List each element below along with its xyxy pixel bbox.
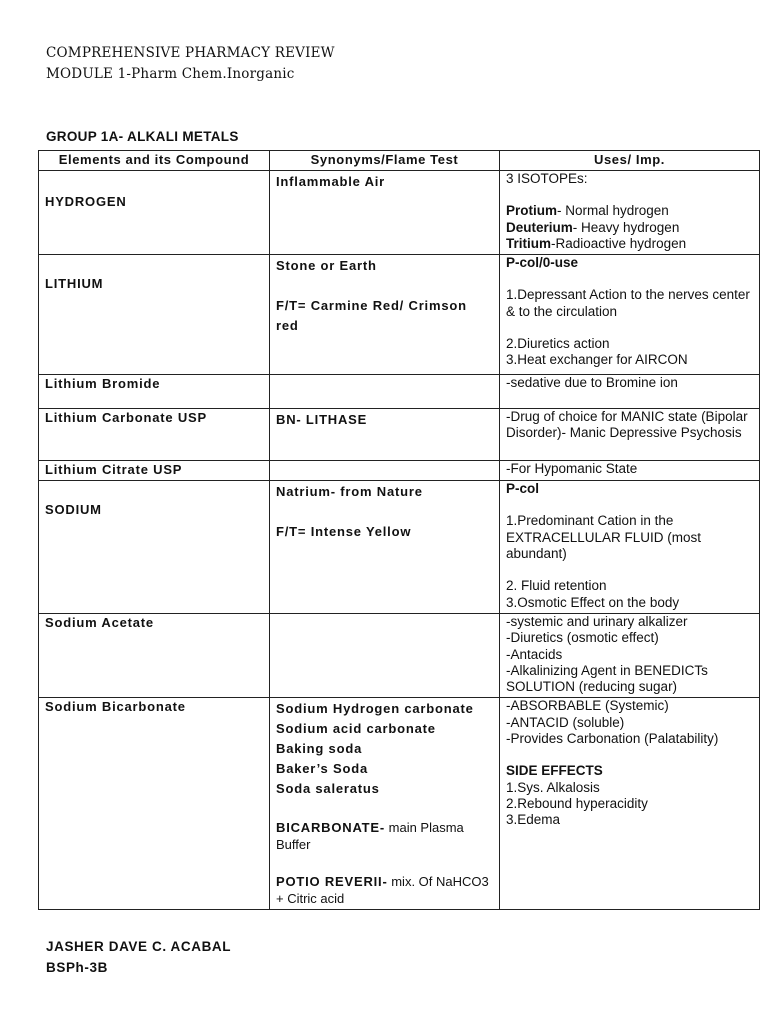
synonym-text: Sodium Hydrogen carbonate	[276, 701, 474, 717]
element-cell	[39, 409, 270, 461]
author-class: BSPh-3B	[46, 960, 108, 975]
element-name: Sodium Acetate	[45, 614, 154, 630]
synonym-cell	[270, 171, 500, 255]
uses-cell	[500, 375, 760, 409]
table-row-lithium	[39, 255, 760, 375]
uses-heading: P-col/0-use	[506, 255, 579, 271]
element-cell	[39, 481, 270, 614]
use-item: 2.Diuretics action	[506, 336, 610, 352]
table-row-hydrogen	[39, 171, 760, 255]
element-cell	[39, 171, 270, 255]
isotope-deuterium: Deuterium- Heavy hydrogen	[506, 219, 680, 235]
element-cell	[39, 255, 270, 375]
uses-intro: 3 ISOTOPEs:	[506, 171, 588, 186]
element-name: SODIUM	[45, 502, 102, 518]
use-item: -For Hypomanic State	[506, 461, 638, 477]
use-item: 3.Heat exchanger for AIRCON	[506, 352, 688, 368]
synonym-text: BN- LITHASE	[276, 412, 368, 428]
use-item: 1.Predominant Cation in the EXTRACELLULAR FLUID (most abundant)	[506, 513, 702, 562]
isotope-tritium: Tritium-Radioactive hydrogen	[506, 235, 687, 251]
use-item: 3.Osmotic Effect on the body	[506, 594, 680, 610]
element-cell	[39, 375, 270, 409]
table-row-sodium	[39, 481, 760, 614]
side-effect-item: 1.Sys. Alkalosis	[506, 779, 600, 795]
use-item: -Diuretics (osmotic effect)	[506, 630, 659, 646]
element-cell	[39, 698, 270, 910]
synonym-cell	[270, 481, 500, 614]
author-name: JASHER DAVE C. ACABAL	[46, 939, 232, 954]
bicarbonate-note: BICARBONATE- main Plasma Buffer	[276, 820, 464, 853]
use-item: 2. Fluid retention	[506, 578, 607, 594]
element-cell	[39, 461, 270, 481]
synonym-cell	[270, 409, 500, 461]
use-item: -ANTACID (soluble)	[506, 714, 625, 730]
element-name: Lithium Carbonate USP	[45, 410, 207, 426]
table-row-lithium-citrate	[39, 461, 760, 481]
element-name: Lithium Citrate USP	[45, 462, 183, 478]
table-row-lithium-carbonate	[39, 409, 760, 461]
flame-test-text: F/T= Intense Yellow	[276, 524, 412, 540]
synonym-text: Baking soda	[276, 741, 363, 757]
use-item: -Provides Carbonation (Palatability)	[506, 731, 719, 747]
synonym-cell	[270, 255, 500, 375]
use-item: -ABSORBABLE (Systemic)	[506, 698, 669, 714]
column-header-uses: Uses/ Imp.	[500, 151, 760, 171]
synonym-text: Stone or Earth	[276, 258, 377, 274]
synonym-cell	[270, 613, 500, 697]
synonym-text: Inflammable Air	[276, 174, 386, 189]
synonym-text: Soda saleratus	[276, 781, 380, 797]
element-cell	[39, 613, 270, 697]
table-row-sodium-bicarbonate	[39, 698, 760, 910]
use-item: 1.Depressant Action to the nerves center & to the circulation	[506, 287, 750, 319]
synonym-cell	[270, 698, 500, 910]
column-header-synonyms: Synonyms/Flame Test	[270, 151, 500, 171]
element-name: Sodium Bicarbonate	[45, 699, 186, 715]
side-effect-item: 2.Rebound hyperacidity	[506, 795, 648, 811]
element-name: LITHIUM	[45, 276, 104, 292]
element-name: HYDROGEN	[45, 194, 127, 209]
side-effects-heading: SIDE EFFECTS	[506, 763, 603, 779]
potio-reverii-note: POTIO REVERII- mix. Of NaHCO3 + Citric acid	[276, 874, 489, 907]
uses-cell	[500, 255, 760, 375]
flame-test-text: F/T= Carmine Red/ Crimson red	[276, 298, 467, 334]
use-item: -Alkalinizing Agent in BENEDICTs SOLUTION (reducing sugar)	[506, 662, 708, 695]
synonym-text: Sodium acid carbonate	[276, 721, 436, 737]
uses-cell	[500, 613, 760, 697]
uses-cell	[500, 698, 760, 910]
element-name: Lithium Bromide	[45, 376, 161, 392]
synonym-cell	[270, 461, 500, 481]
module-title: MODULE 1-Pharm Chem.Inorganic	[46, 66, 295, 82]
column-header-elements: Elements and its Compound	[39, 151, 270, 171]
table-row-lithium-bromide	[39, 375, 760, 409]
use-item: -Antacids	[506, 646, 563, 662]
group-title: GROUP 1A- ALKALI METALS	[46, 129, 239, 144]
synonym-text: Natrium- from Nature	[276, 484, 423, 500]
uses-cell	[500, 171, 760, 255]
use-item: -systemic and urinary alkalizer	[506, 613, 688, 629]
uses-cell	[500, 461, 760, 481]
uses-heading: P-col	[506, 481, 540, 497]
uses-cell	[500, 409, 760, 461]
uses-cell	[500, 481, 760, 614]
table-row-sodium-acetate	[39, 613, 760, 697]
document-title: COMPREHENSIVE PHARMACY REVIEW	[46, 45, 335, 61]
side-effect-item: 3.Edema	[506, 812, 561, 828]
synonym-text: Baker’s Soda	[276, 761, 368, 777]
isotope-protium: Protium- Normal hydrogen	[506, 203, 669, 219]
alkali-metals-table	[38, 150, 760, 910]
use-item: -Drug of choice for MANIC state (Bipolar Disorder)- Manic Depressive Psychosis	[506, 409, 748, 441]
synonym-cell	[270, 375, 500, 409]
use-item: -sedative due to Bromine ion	[506, 375, 678, 391]
